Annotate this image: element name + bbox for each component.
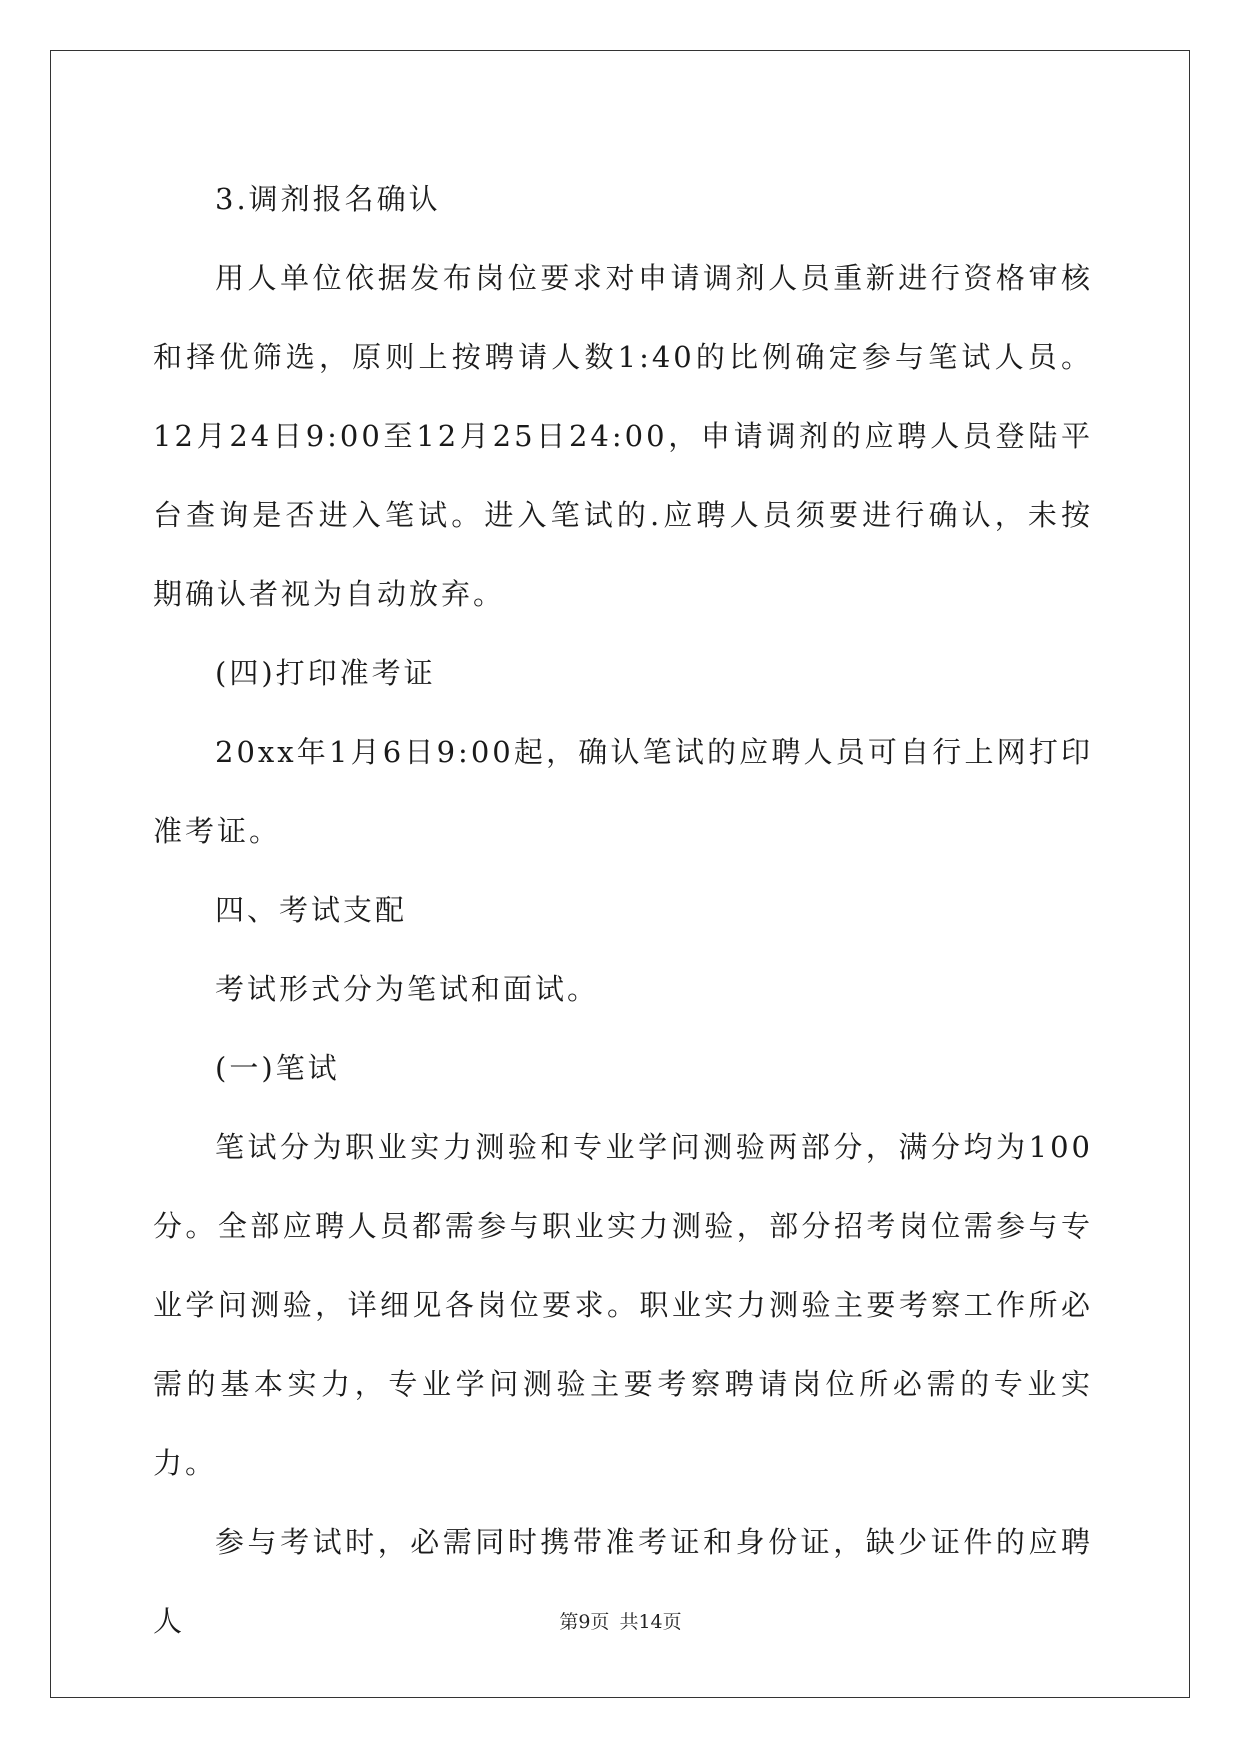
- paragraph-heading-written-exam: (一)笔试: [215, 1051, 340, 1085]
- page-footer: [0, 1607, 1241, 1634]
- paragraph-heading-exam-arrangement: 四、考试支配: [215, 893, 408, 927]
- document-body: [153, 160, 1093, 1661]
- paragraph-exam-form: 考试形式分为笔试和面试。: [215, 972, 600, 1006]
- paragraph-written-exam-details: 笔试分为职业实力测验和专业学问测验两部分，满分均为100分。全部应聘人员都需参与职业实力测验，部分招考岗位需参与专业学问测验，详细见各岗位要求。职业实力测验主要考察工作所必需的基本实力，专业学问测验主要考察聘请岗位所必需的专业实力。: [153, 1130, 1093, 1480]
- total-pages: 共14页: [619, 1611, 682, 1633]
- paragraph-heading-print-ticket: (四)打印准考证: [215, 656, 436, 690]
- paragraph-print-ticket-details: 20xx年1月6日9:00起，确认笔试的应聘人员可自行上网打印准考证。: [153, 735, 1093, 848]
- paragraph-heading-adjust-confirm: 3.调剂报名确认: [215, 182, 441, 216]
- page-number: 第9页: [559, 1611, 610, 1633]
- paragraph-adjust-details: 用人单位依据发布岗位要求对申请调剂人员重新进行资格审核和择优筛选，原则上按聘请人数1:40的比例确定参与笔试人员。12月24日9:00至12月25日24:00，申请调剂的应聘人员登陆平台查询是否进入笔试。进入笔试的.应聘人员须要进行确认，未按期确认者视为自动放弃。: [153, 261, 1093, 611]
- paragraph-exam-requirements: 参与考试时，必需同时携带准考证和身份证，缺少证件的应聘人: [153, 1525, 1093, 1638]
